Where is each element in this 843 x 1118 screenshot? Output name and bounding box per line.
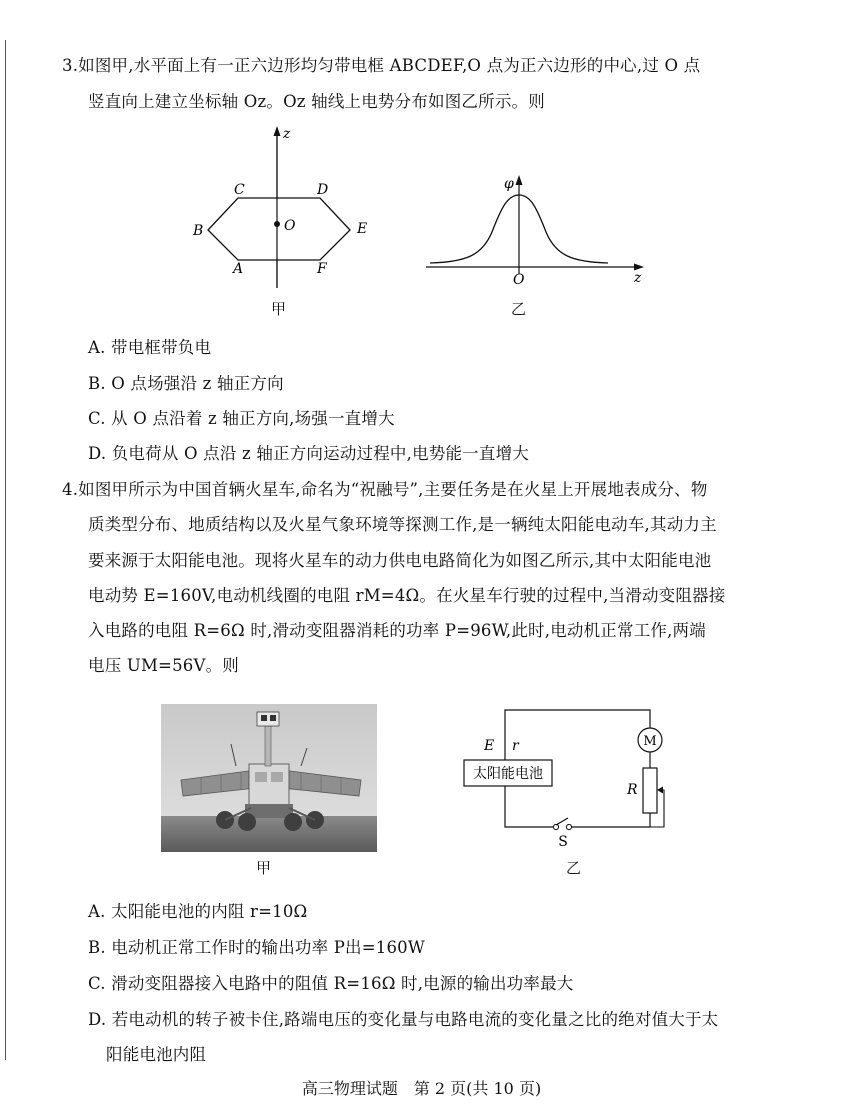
- q4-option-d-line1: D. 若电动机的转子被卡住,路端电压的变化量与电路电流的变化量之比的绝对值大于太: [88, 1010, 719, 1029]
- switch-contact-left: [553, 824, 558, 829]
- q3-figure-potential-graph: [420, 170, 650, 290]
- vertex-label-b: B: [193, 223, 204, 239]
- q4-option-a: A. 太阳能电池的内阻 r=10Ω: [88, 902, 308, 921]
- emf-label: E: [484, 738, 495, 754]
- q4-number: 4.: [62, 480, 79, 499]
- internal-resistance-label: r: [512, 738, 519, 754]
- q3-figure-hexagon: [180, 122, 380, 292]
- z-axis-label: z: [283, 126, 291, 142]
- motor-label: M: [643, 734, 657, 749]
- q3-number: 3.: [62, 56, 79, 75]
- q4-stem-line1: [62, 472, 708, 508]
- q4-option-c: C. 滑动变阻器接入电路中的阻值 R=16Ω 时,电源的输出功率最大: [88, 974, 574, 993]
- q4-stem-line5: 入电路的电阻 R=6Ω 时,滑动变阻器消耗的功率 P=96W,此时,电动机正常工作,两端: [88, 621, 706, 640]
- q4-circuit-diagram: [450, 700, 680, 850]
- q4-rover-photo: [161, 704, 377, 852]
- graph-origin-label: O: [513, 272, 525, 288]
- switch-contact-right: [566, 824, 571, 829]
- q3-figure-yi-caption: 乙: [511, 300, 527, 318]
- q3-figure-jia-caption: 甲: [271, 300, 287, 318]
- q3-option-b: B. O 点场强沿 z 轴正方向: [88, 374, 284, 393]
- q4-stem-text-1: 如图甲所示为中国首辆火星车,命名为“祝融号”,主要任务是在火星上开展地表成分、物: [78, 480, 708, 499]
- q3-option-a: A. 带电框带负电: [88, 338, 212, 357]
- q4-stem-line3: 要来源于太阳能电池。现将火星车的动力供电电路简化为如图乙所示,其中太阳能电池: [88, 551, 712, 570]
- switch-blade: [556, 818, 568, 825]
- circuit-bottom-right-wire: [569, 813, 650, 827]
- q3-stem-text-1: 如图甲,水平面上有一正六边形均匀带电框 ABCDEF,O 点为正六边形的中心,过 O 点: [78, 56, 701, 75]
- rheostat-slider-arrow-icon: [657, 787, 663, 794]
- page-footer: 高三物理试题 第 2 页(共 10 页): [301, 1079, 542, 1098]
- q4-stem-line2: 质类型分布、地质结构以及火星气象环境等探测工作,是一辆纯太阳能电动车,其动力主: [88, 515, 717, 534]
- q4-figure-jia-caption: 甲: [256, 859, 272, 877]
- resistor-label: R: [627, 782, 638, 798]
- vertex-label-c: C: [234, 182, 245, 198]
- q4-figure-yi-caption: 乙: [566, 859, 582, 877]
- q3-option-c: C. 从 O 点沿着 z 轴正方向,场强一直增大: [88, 409, 395, 428]
- mars-ground: [161, 816, 377, 852]
- center-point-o: [274, 221, 280, 227]
- vertex-label-d: D: [317, 182, 329, 198]
- q4-option-d-line2: 阳能电池内阻: [106, 1045, 207, 1064]
- graph-x-label: z: [634, 270, 642, 286]
- q3-option-d: D. 负电荷从 O 点沿 z 轴正方向运动过程中,电势能一直增大: [88, 444, 529, 463]
- vertex-label-e: E: [357, 221, 368, 237]
- center-label-o: O: [284, 218, 296, 234]
- rheostat-symbol: [643, 768, 657, 813]
- circuit-top-wire: [505, 710, 650, 760]
- q3-stem-line2: 竖直向上建立坐标轴 Oz。Oz 轴线上电势分布如图乙所示。则: [88, 92, 545, 111]
- graph-y-label: φ: [504, 176, 514, 192]
- q4-option-b: B. 电动机正常工作时的输出功率 P出=160W: [88, 938, 426, 957]
- switch-label: S: [558, 834, 568, 850]
- q4-stem-line6: 电压 UM=56V。则: [88, 656, 239, 675]
- solar-battery-label: 太阳能电池: [473, 766, 543, 782]
- vertex-label-f: F: [317, 261, 327, 277]
- q4-stem-line4: 电动势 E=160V,电动机线圈的电阻 rM=4Ω。在火星车行驶的过程中,当滑动变阻器接: [88, 586, 726, 605]
- q3-stem-line1: [62, 48, 700, 84]
- circuit-bottom-left-wire: [505, 786, 553, 827]
- graph-y-arrow-icon: [516, 175, 523, 185]
- vertex-label-a: A: [233, 261, 244, 277]
- hexagon-frame: [208, 198, 350, 260]
